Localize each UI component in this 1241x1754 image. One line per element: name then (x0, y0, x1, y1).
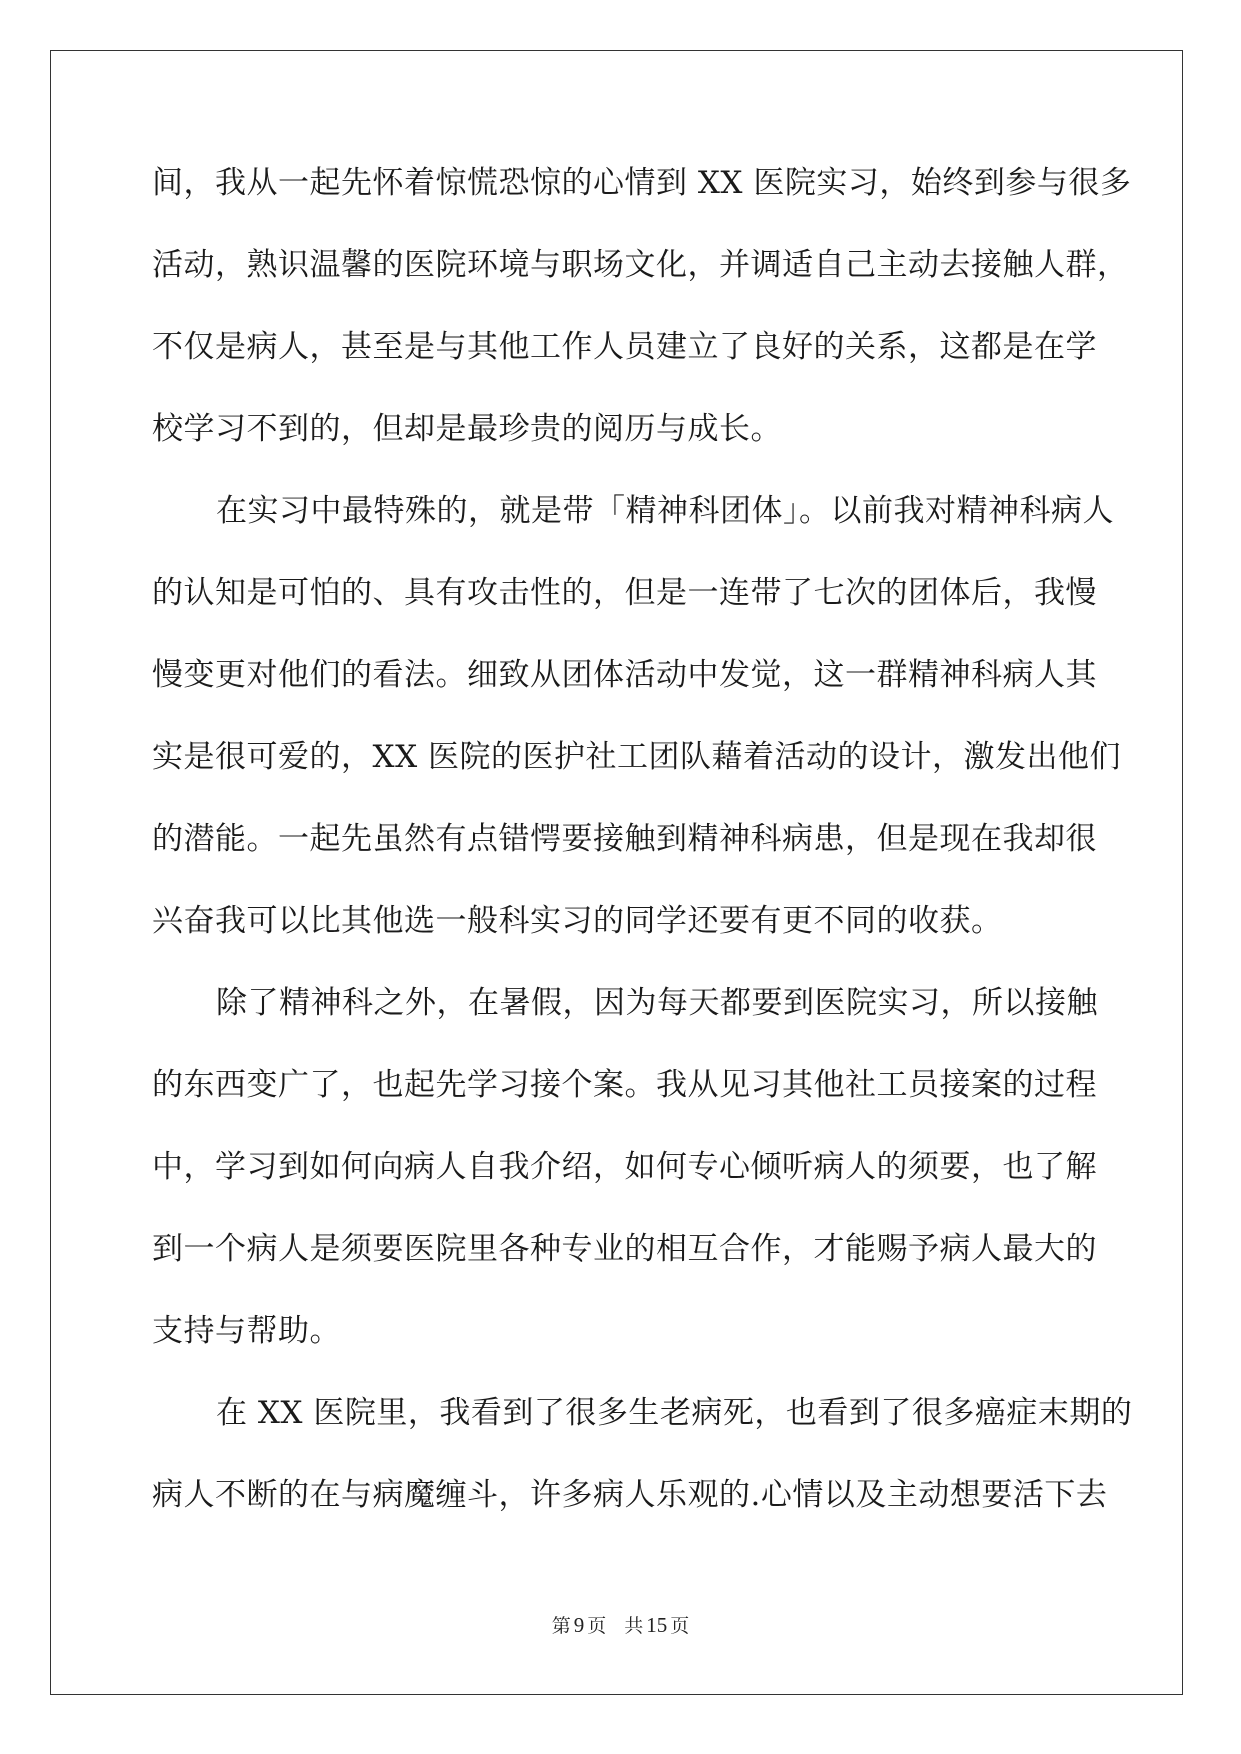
paragraph-first-line: 在 XX 医院里，我看到了很多生老病死，也看到了很多癌症末期的 (216, 1395, 1133, 1431)
paragraph-first-line: 在实习中最特殊的，就是带「精神科团体」。以前我对精神科病人 (216, 493, 1114, 529)
total-prefix: 共 (624, 1615, 644, 1637)
page-footer (0, 1611, 1241, 1638)
document-body (152, 158, 1133, 1552)
paragraph-first-line: 除了精神科之外，在暑假，因为每天都要到医院实习，所以接触 (216, 985, 1098, 1021)
total-pages: 15 (646, 1613, 668, 1637)
page-suffix: 页 (587, 1615, 607, 1637)
text-line: 活动，熟识温馨的医院环境与职场文化，并调适自己主动去接触人群， (152, 247, 1129, 283)
text-line: 病人不断的在与病魔缠斗，许多病人乐观的.心情以及主动想要活下去 (152, 1477, 1108, 1513)
text-line: 间，我从一起先怀着惊慌恐惊的心情到 XX 医院实习，始终到参与很多 (152, 165, 1132, 201)
total-suffix: 页 (670, 1615, 690, 1637)
text-line: 的潜能。一起先虽然有点错愕要接触到精神科病患，但是现在我却很 (152, 821, 1097, 857)
text-line: 实是很可爱的，XX 医院的医护社工团队藉着活动的设计，激发出他们 (152, 739, 1121, 775)
text-line: 到一个病人是须要医院里各种专业的相互合作，才能赐予病人最大的 (152, 1231, 1097, 1267)
text-line: 慢变更对他们的看法。细致从团体活动中发觉，这一群精神科病人其 (152, 657, 1097, 693)
text-line: 支持与帮助。 (152, 1313, 341, 1349)
text-line: 的东西变广了，也起先学习接个案。我从见习其他社工员接案的过程 (152, 1067, 1097, 1103)
text-line: 中，学习到如何向病人自我介绍，如何专心倾听病人的须要，也了解 (152, 1149, 1097, 1185)
text-line: 不仅是病人，甚至是与其他工作人员建立了良好的关系，这都是在学 (152, 329, 1097, 365)
text-line: 的认知是可怕的、具有攻击性的，但是一连带了七次的团体后，我慢 (152, 575, 1097, 611)
page-prefix: 第 (551, 1615, 571, 1637)
text-line: 兴奋我可以比其他选一般科实习的同学还要有更不同的收获。 (152, 903, 1003, 939)
page-number: 9 (573, 1613, 585, 1637)
text-line: 校学习不到的，但却是最珍贵的阅历与成长。 (152, 411, 782, 447)
